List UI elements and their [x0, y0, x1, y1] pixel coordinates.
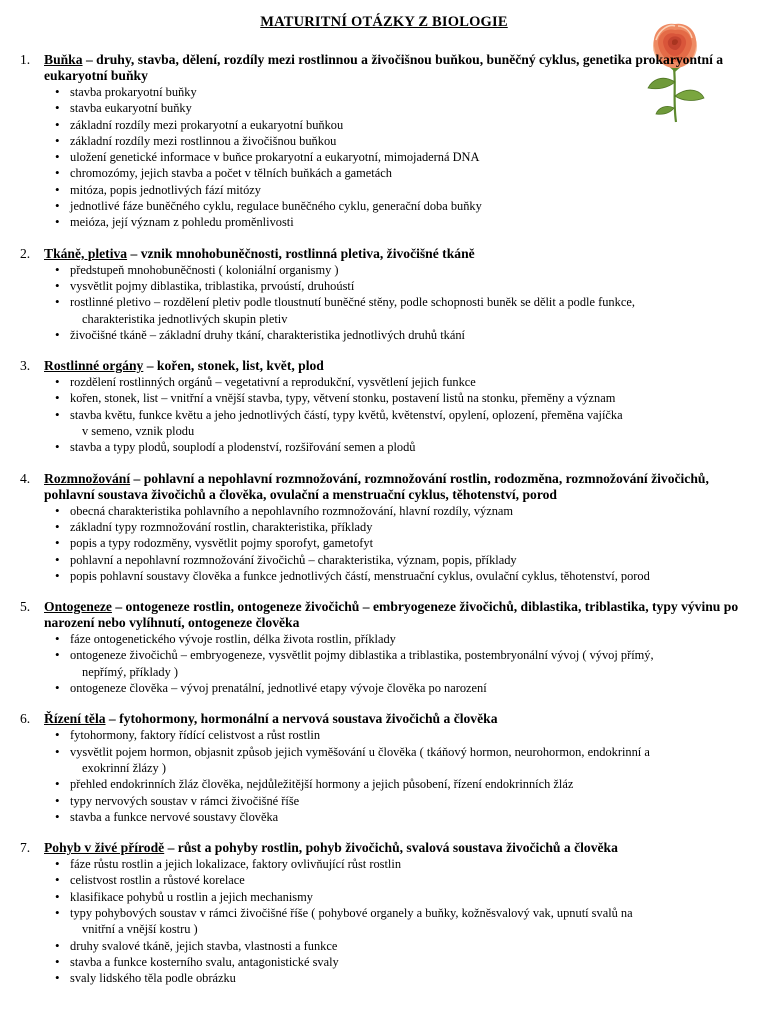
subtopic-item: [70, 793, 744, 809]
subtopic-text: chromozómy, jejich stavba a počet v tělních buňkách a gametách: [70, 166, 392, 181]
question-number: 3.: [20, 358, 31, 374]
subtopic-text: fáze ontogenetického vývoje rostlin, délka života rostlin, příklady: [70, 632, 396, 647]
question-heading: [20, 52, 744, 84]
subtopic-text: svaly lidského těla podle obrázku: [70, 971, 236, 986]
subtopic-item: [70, 374, 744, 390]
subtopic-item: [70, 552, 744, 568]
subtopic-text: popis pohlavní soustavy člověka a funkce jednotlivých částí, menstruační cyklus, ovulační cyklus, těhotenství, porod: [70, 568, 650, 583]
subtopic-item: [70, 954, 744, 970]
question-number: 7.: [20, 840, 31, 856]
subtopic-list: [20, 262, 744, 343]
question-description: – druhy, stavba, dělení, rozdíly mezi rostlinnou a živočišnou buňkou, buněčný cyklus, genetika prokaryontní a eukaryotní buňky: [44, 52, 724, 83]
question-topic: Ontogeneze: [44, 599, 112, 615]
subtopic-continuation: nepřímý, příklady ): [82, 664, 179, 679]
question-number: 6.: [20, 711, 31, 727]
question-topic: Pohyb v živé přírodě: [44, 840, 165, 856]
question-section: [20, 599, 744, 696]
question-description: – pohlavní a nepohlavní rozmnožování, rozmnožování rostlin, rodozměna, rozmnožování živočichů, pohlavní soustava živočichů a člověka, ovulační a menstruační cyklus, těhotenství, porod: [44, 470, 709, 502]
subtopic-item: [70, 938, 744, 954]
subtopic-item: [70, 100, 744, 116]
question-section: [20, 52, 744, 231]
subtopic-item: [70, 214, 744, 230]
subtopic-text: stavba a funkce kosterního svalu, antagonistické svaly: [70, 954, 339, 969]
subtopic-list: [20, 727, 744, 825]
subtopic-continuation: exokrinní žlázy ): [82, 760, 166, 775]
subtopic-text: předstupeň mnohobuněčnosti ( koloniální organismy ): [70, 262, 339, 277]
subtopic-text: živočišné tkáně – základní druhy tkání, charakteristika jednotlivých druhů tkání: [70, 327, 465, 342]
subtopic-item: [70, 407, 744, 440]
subtopic-text: základní typy rozmnožování rostlin, charakteristika, příklady: [70, 519, 373, 534]
subtopic-item: [70, 647, 744, 680]
subtopic-item: [70, 198, 744, 214]
subtopic-text: ontogeneze člověka – vývoj prenatální, jednotlivé etapy vývoje člověka po narození: [70, 681, 487, 696]
subtopic-text: pohlavní a nepohlavní rozmnožování živočichů – charakteristika, význam, popis, příklady: [70, 552, 517, 567]
subtopic-text: typy pohybových soustav v rámci živočišné říše ( pohybové organely a buňky, kožněsvalový vak, upnutí svalů na: [70, 905, 633, 920]
subtopic-item: [70, 535, 744, 551]
subtopic-list: [20, 856, 744, 986]
subtopic-item: [70, 680, 744, 696]
subtopic-text: meióza, její význam z pohledu proměnlivosti: [70, 215, 294, 230]
question-number: 5.: [20, 599, 31, 615]
subtopic-list: [20, 503, 744, 584]
subtopic-item: [70, 776, 744, 792]
subtopic-text: popis a typy rodozměny, vysvětlit pojmy sporofyt, gametofyt: [70, 536, 374, 551]
question-topic: Tkáně, pletiva: [44, 245, 128, 261]
subtopic-text: základní rozdíly mezi rostlinnou a živočišnou buňkou: [70, 133, 337, 148]
subtopic-item: [70, 970, 744, 986]
question-number: 1.: [20, 52, 31, 67]
question-section: [20, 471, 744, 584]
subtopic-text: stavba eukaryotní buňky: [70, 101, 192, 116]
question-description: – růst a pohyby rostlin, pohyb živočichů, svalová soustava živočichů a člověka: [164, 840, 618, 856]
subtopic-text: rostlinné pletivo – rozdělení pletiv podle tloustnutí buněčné stěny, podle schopnosti buněk se dělit a podle funkce,: [70, 295, 635, 310]
subtopic-text: stavba květu, funkce květu a jeho jednotlivých částí, typy květů, květenství, opylení, oplození, přeměna vajíčka: [70, 407, 623, 422]
subtopic-item: [70, 327, 744, 343]
page-title: MATURITNÍ OTÁZKY Z BIOLOGIE: [260, 14, 508, 30]
subtopic-text: stavba prokaryotní buňky: [70, 85, 197, 99]
subtopic-text: obecná charakteristika pohlavního a nepohlavního rozmnožování, hlavní rozdíly, význam: [70, 503, 514, 518]
subtopic-continuation: charakteristika jednotlivých skupin pletiv: [82, 311, 288, 326]
subtopic-text: fytohormony, faktory řídící celistvost a růst rostlin: [70, 728, 321, 743]
subtopic-text: ontogeneze živočichů – embryogeneze, vysvětlit pojmy diblastika a triblastika, postembryonální vývoj ( vývoj přímý,: [70, 648, 654, 663]
question-description: – vznik mnohobuněčnosti, rostlinná pletiva, živočišné tkáně: [127, 245, 475, 261]
subtopic-item: [70, 727, 744, 743]
question-topic: Buňka: [44, 52, 83, 67]
subtopic-text: klasifikace pohybů u rostlin a jejich mechanismy: [70, 889, 313, 904]
question-heading: [20, 840, 744, 856]
question-topic: Rozmnožování: [44, 470, 131, 486]
question-description: – ontogeneze rostlin, ontogeneze živočichů – embryogeneze živočichů, diblastika, triblastika, typy vývinu po narození nebo vylíhnutí, ontogeneze člověka: [44, 599, 739, 631]
question-heading: [20, 471, 744, 503]
subtopic-item: [70, 117, 744, 133]
subtopic-item: [70, 165, 744, 181]
subtopic-list: [20, 631, 744, 696]
subtopic-item: [70, 519, 744, 535]
subtopic-item: [70, 278, 744, 294]
subtopic-item: [70, 133, 744, 149]
subtopic-item: [70, 262, 744, 278]
subtopic-item: [70, 149, 744, 165]
question-heading: [20, 711, 744, 727]
subtopic-text: uložení genetické informace v buňce prokaryotní a eukaryotní, mimojaderná DNA: [70, 150, 480, 165]
question-number: 4.: [20, 470, 31, 486]
subtopic-text: stavba a typy plodů, souplodí a plodenství, rozšiřování semen a plodů: [70, 440, 416, 455]
question-description: – kořen, stonek, list, květ, plod: [143, 358, 324, 374]
subtopic-text: stavba a funkce nervové soustavy člověka: [70, 809, 279, 824]
subtopic-text: celistvost rostlin a růstové korelace: [70, 873, 245, 888]
subtopic-item: [70, 744, 744, 777]
subtopic-continuation: vnitřní a vnější kostru ): [82, 922, 198, 937]
subtopic-text: typy nervových soustav v rámci živočišné říše: [70, 793, 300, 808]
question-section: [20, 358, 744, 455]
question-heading: [20, 246, 744, 262]
subtopic-text: mitóza, popis jednotlivých fází mitózy: [70, 182, 261, 197]
subtopic-item: [70, 872, 744, 888]
subtopic-item: [70, 182, 744, 198]
subtopic-text: fáze růstu rostlin a jejich lokalizace, faktory ovlivňující růst rostlin: [70, 857, 402, 872]
question-number: 2.: [20, 245, 31, 261]
question-heading: [20, 358, 744, 374]
question-section: [20, 711, 744, 825]
subtopic-text: vysvětlit pojmy diblastika, triblastika, prvoústí, druhoústí: [70, 278, 355, 293]
subtopic-item: [70, 889, 744, 905]
question-topic: Rostlinné orgány: [44, 358, 144, 374]
subtopic-text: rozdělení rostlinných orgánů – vegetativní a reprodukční, vysvětlení jejich funkce: [70, 375, 476, 390]
question-section: [20, 840, 744, 986]
subtopic-text: kořen, stonek, list – vnitřní a vnější stavba, typy, větvení stonku, postavení listů na stonku, přeměny a význam: [70, 391, 616, 406]
question-list: [20, 52, 744, 1001]
subtopic-item: [70, 905, 744, 938]
subtopic-item: [70, 84, 744, 100]
subtopic-text: vysvětlit pojem hormon, objasnit způsob jejich vyměšování u člověka ( tkáňový hormon, neurohormon, endokrinní a: [70, 744, 650, 759]
question-description: – fytohormony, hormonální a nervová soustava živočichů a člověka: [105, 711, 498, 727]
subtopic-item: [70, 809, 744, 825]
subtopic-item: [70, 856, 744, 872]
subtopic-text: druhy svalové tkáně, jejich stavba, vlastnosti a funkce: [70, 938, 338, 953]
subtopic-text: jednotlivé fáze buněčného cyklu, regulace buněčného cyklu, generační doba buňky: [70, 199, 482, 214]
question-heading: [20, 599, 744, 631]
subtopic-text: základní rozdíly mezi prokaryotní a eukaryotní buňkou: [70, 117, 344, 132]
subtopic-item: [70, 631, 744, 647]
subtopic-item: [70, 568, 744, 584]
question-topic: Řízení těla: [44, 711, 106, 727]
subtopic-continuation: v semeno, vznik plodu: [82, 424, 195, 439]
subtopic-text: přehled endokrinních žláz člověka, nejdůležitější hormony a jejich působení, řízení endokrinních žláz: [70, 777, 574, 792]
subtopic-item: [70, 390, 744, 406]
question-section: [20, 246, 744, 343]
subtopic-list: [20, 84, 744, 231]
subtopic-item: [70, 439, 744, 455]
subtopic-item: [70, 294, 744, 327]
subtopic-list: [20, 374, 744, 455]
subtopic-item: [70, 503, 744, 519]
